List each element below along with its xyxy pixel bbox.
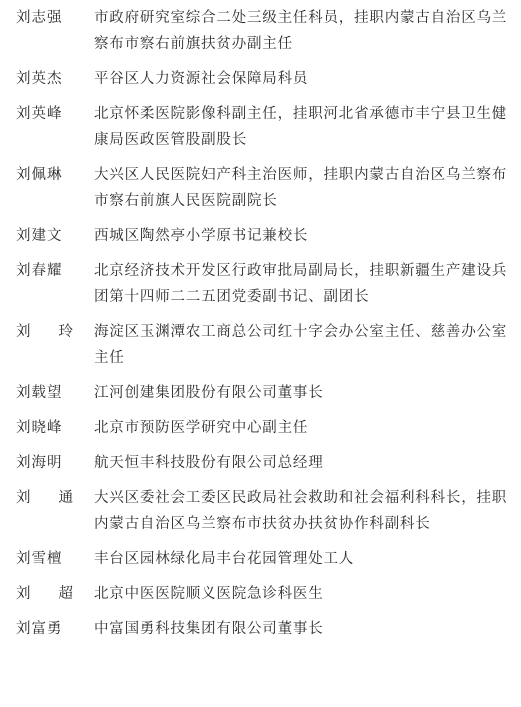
- list-entry: [0, 380, 521, 406]
- person-name-surname: 刘: [16, 490, 31, 506]
- person-name: 刘富勇: [16, 621, 63, 637]
- person-name-given: 超: [58, 586, 73, 602]
- person-position: 市政府研究室综合二处三级主任科员，挂职内蒙古自治区乌兰察布市察右前旗扶贫办副主任: [94, 10, 508, 52]
- person-name: 刘春耀: [16, 263, 63, 279]
- person-name-given: 玲: [58, 324, 73, 340]
- person-name-surname: 刘: [16, 324, 31, 340]
- person-name: 刘海明: [16, 455, 63, 471]
- list-entry: [0, 546, 521, 572]
- person-position: 北京怀柔医院影像科副主任，挂职河北省承德市丰宁县卫生健康局医政医管股副股长: [94, 106, 508, 148]
- list-entry: [0, 66, 521, 92]
- list-entry: [0, 319, 521, 371]
- person-position: 丰台区园林绿化局丰台花园管理处工人: [94, 551, 355, 567]
- list-entry: [0, 162, 521, 214]
- person-position: 北京中医医院顺义医院急诊科医生: [94, 586, 324, 602]
- list-entry: [0, 616, 521, 642]
- list-entry: [0, 258, 521, 310]
- person-name: 刘建文: [16, 228, 63, 244]
- person-name: 刘英峰: [16, 106, 63, 122]
- list-entry: [0, 223, 521, 249]
- person-name-given: 通: [58, 490, 73, 506]
- person-position: 西城区陶然亭小学原书记兼校长: [94, 228, 309, 244]
- list-entry: [0, 415, 521, 441]
- person-position: 江河创建集团股份有限公司董事长: [94, 385, 324, 401]
- person-position: 平谷区人力资源社会保障局科员: [94, 71, 309, 87]
- list-entry: [0, 581, 521, 607]
- list-entry: [0, 485, 521, 537]
- person-position: 大兴区委社会工委区民政局社会救助和社会福利科科长，挂职内蒙古自治区乌兰察布市扶贫办扶贫协作科副科长: [94, 490, 508, 532]
- person-position: 航天恒丰科技股份有限公司总经理: [94, 455, 324, 471]
- person-position: 中富国勇科技集团有限公司董事长: [94, 621, 324, 637]
- person-position: 大兴区人民医院妇产科主治医师，挂职内蒙古自治区乌兰察布市察右前旗人民医院副院长: [94, 167, 508, 209]
- person-name: 刘载望: [16, 385, 63, 401]
- person-name: [0, 581, 94, 607]
- person-name: 刘佩琳: [16, 167, 63, 183]
- person-name: 刘英杰: [16, 71, 63, 87]
- person-position: 北京经济技术开发区行政审批局副局长，挂职新疆生产建设兵团第十四师二二五团党委副书记、副团长: [94, 263, 508, 305]
- person-name: 刘晓峰: [16, 420, 63, 436]
- person-name: [0, 485, 94, 511]
- list-entry: [0, 101, 521, 153]
- person-name-surname: 刘: [16, 586, 31, 602]
- person-name: [0, 319, 94, 345]
- person-position: 海淀区玉渊潭农工商总公司红十字会办公室主任、慈善办公室主任: [94, 324, 508, 366]
- list-entry: [0, 450, 521, 476]
- person-name: 刘雪檀: [16, 551, 63, 567]
- person-name: 刘志强: [16, 10, 63, 26]
- person-position: 北京市预防医学研究中心副主任: [94, 420, 309, 436]
- list-entry: [0, 5, 521, 57]
